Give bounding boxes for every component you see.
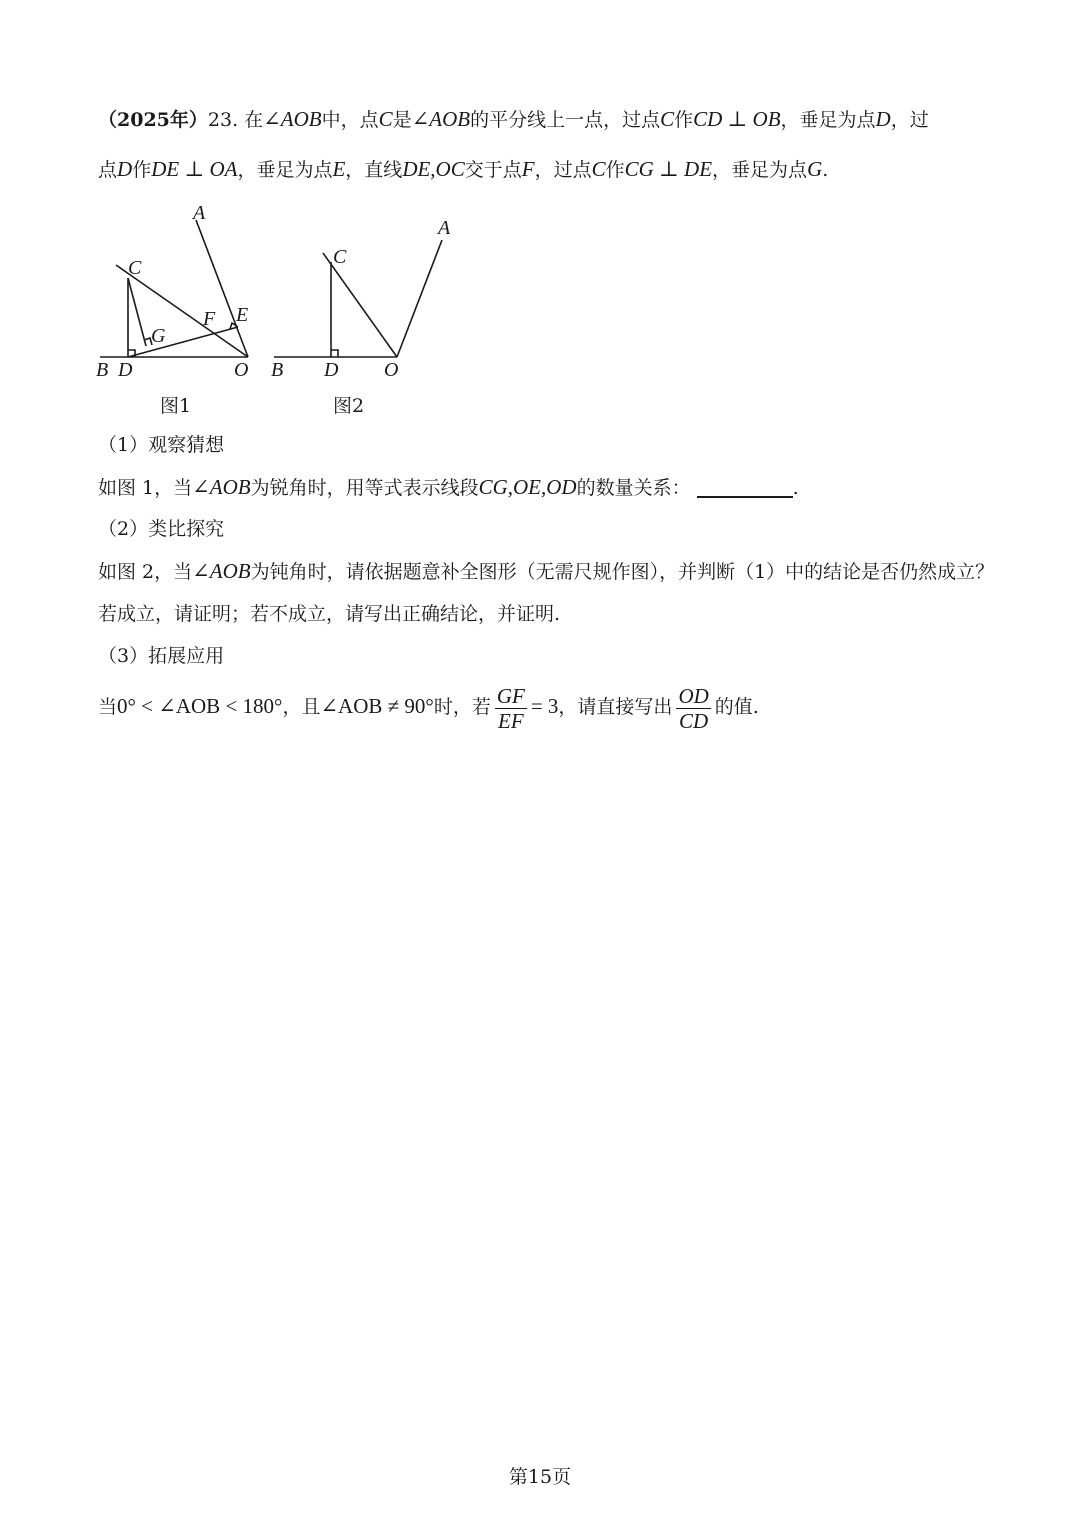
label-a: A bbox=[193, 202, 206, 224]
problem-number: 23. bbox=[207, 109, 239, 131]
part2-question-line-2: 若成立，请证明；若不成立，请写出正确结论，并证明. bbox=[98, 603, 561, 625]
text: ，过 bbox=[890, 109, 929, 131]
angle-aob: ∠AOB bbox=[411, 107, 471, 131]
part2-heading: （2）类比探究 bbox=[98, 518, 225, 540]
point-g: G bbox=[807, 157, 823, 181]
part3-heading: （3）拓展应用 bbox=[98, 645, 225, 667]
fraction-denominator: EF bbox=[498, 708, 524, 733]
point-c: C bbox=[378, 107, 393, 131]
angle-not-right: ∠AOB ≠ 90° bbox=[320, 694, 434, 718]
text: 是 bbox=[392, 109, 412, 131]
part3-question bbox=[98, 678, 759, 734]
text: 交于点 bbox=[464, 159, 522, 181]
figure-1 bbox=[100, 220, 248, 357]
right-angle-mark-d-2 bbox=[331, 350, 338, 357]
figure-2-caption: 图2 bbox=[333, 395, 365, 417]
fraction-numerator: GF bbox=[496, 683, 525, 708]
de-perp-oa: DE ⊥ OA bbox=[151, 157, 238, 181]
text: 为锐角时，用等式表示线段 bbox=[250, 477, 479, 499]
year-tag: （2025年） bbox=[98, 109, 208, 131]
text: 如图 1，当 bbox=[98, 477, 193, 499]
figure-1-caption: 图1 bbox=[160, 395, 192, 417]
angle-range bbox=[117, 694, 282, 718]
text: 为钝角时，请依据题意补全图形（无需尺规作图），并判断（1）中的结论是否仍然成立？ bbox=[250, 561, 995, 583]
text: ，请直接写出 bbox=[558, 696, 673, 718]
fraction-numerator: OD bbox=[678, 683, 709, 708]
page-number: 第15页 bbox=[508, 1466, 572, 1488]
problem-line-1 bbox=[98, 106, 929, 133]
text: . bbox=[792, 477, 799, 499]
figure-2 bbox=[274, 240, 442, 357]
point-d: D bbox=[117, 157, 133, 181]
label-f: F bbox=[203, 308, 216, 330]
angle-range-text: 0° < ∠AOB < 180° bbox=[117, 694, 283, 718]
label-b-2: B bbox=[271, 359, 284, 381]
label-d-2: D bbox=[324, 359, 339, 381]
angle-aob: ∠AOB bbox=[263, 107, 322, 131]
segment-cg bbox=[128, 278, 146, 346]
label-o: O bbox=[234, 359, 249, 381]
text: 中，点 bbox=[321, 109, 379, 131]
label-b: B bbox=[96, 359, 109, 381]
text: 在 bbox=[244, 109, 264, 131]
text: 的值. bbox=[714, 696, 759, 718]
text: ，垂足为点 bbox=[780, 109, 876, 131]
text: 时，若 bbox=[433, 696, 491, 718]
point-e: E bbox=[332, 157, 346, 181]
label-c: C bbox=[128, 257, 142, 279]
fraction-denominator: CD bbox=[679, 708, 709, 733]
text: ，且 bbox=[282, 696, 321, 718]
label-g: G bbox=[151, 325, 166, 347]
text: 作 bbox=[132, 159, 152, 181]
line-oc-2 bbox=[323, 253, 397, 357]
segments-cg-oe-od: CG,OE,OD bbox=[478, 475, 577, 499]
text: ，垂足为点 bbox=[237, 159, 333, 181]
geometry-figures bbox=[90, 200, 560, 390]
figure-1-labels bbox=[96, 202, 248, 381]
text: 点 bbox=[98, 159, 118, 181]
part1-heading: （1）观察猜想 bbox=[98, 434, 225, 456]
label-d: D bbox=[118, 359, 133, 381]
point-c: C bbox=[591, 157, 606, 181]
fraction-gf-over-ef bbox=[495, 684, 527, 733]
text: ，过点 bbox=[534, 159, 592, 181]
angle-aob: ∠AOB bbox=[192, 559, 251, 583]
point-f: F bbox=[521, 157, 535, 181]
point-c: C bbox=[660, 107, 675, 131]
equals-three: = 3 bbox=[530, 694, 559, 718]
label-e: E bbox=[236, 304, 249, 326]
text: . bbox=[822, 159, 829, 181]
text: ，垂足为点 bbox=[712, 159, 808, 181]
text: 作 bbox=[674, 109, 694, 131]
answer-blank[interactable] bbox=[697, 476, 793, 498]
point-d: D bbox=[875, 107, 891, 131]
text: 的数量关系： bbox=[576, 477, 691, 499]
fraction-od-over-cd bbox=[676, 684, 710, 733]
label-a-2: A bbox=[438, 217, 451, 239]
text: 当 bbox=[98, 696, 118, 718]
part2-question-line-1 bbox=[98, 558, 994, 585]
part1-question bbox=[98, 474, 799, 501]
ray-oa-2 bbox=[397, 240, 442, 357]
cd-perp-ob: CD ⊥ OB bbox=[693, 107, 781, 131]
text: 的平分线上一点，过点 bbox=[470, 109, 661, 131]
text: 如图 2，当 bbox=[98, 561, 193, 583]
angle-aob: ∠AOB bbox=[192, 475, 251, 499]
cg-perp-de: CG ⊥ DE bbox=[624, 157, 713, 181]
text: ，直线 bbox=[345, 159, 403, 181]
problem-line-2 bbox=[98, 156, 828, 183]
label-c-2: C bbox=[333, 246, 347, 268]
text: 作 bbox=[605, 159, 625, 181]
lines-de-oc: DE,OC bbox=[402, 157, 465, 181]
label-o-2: O bbox=[384, 359, 399, 381]
